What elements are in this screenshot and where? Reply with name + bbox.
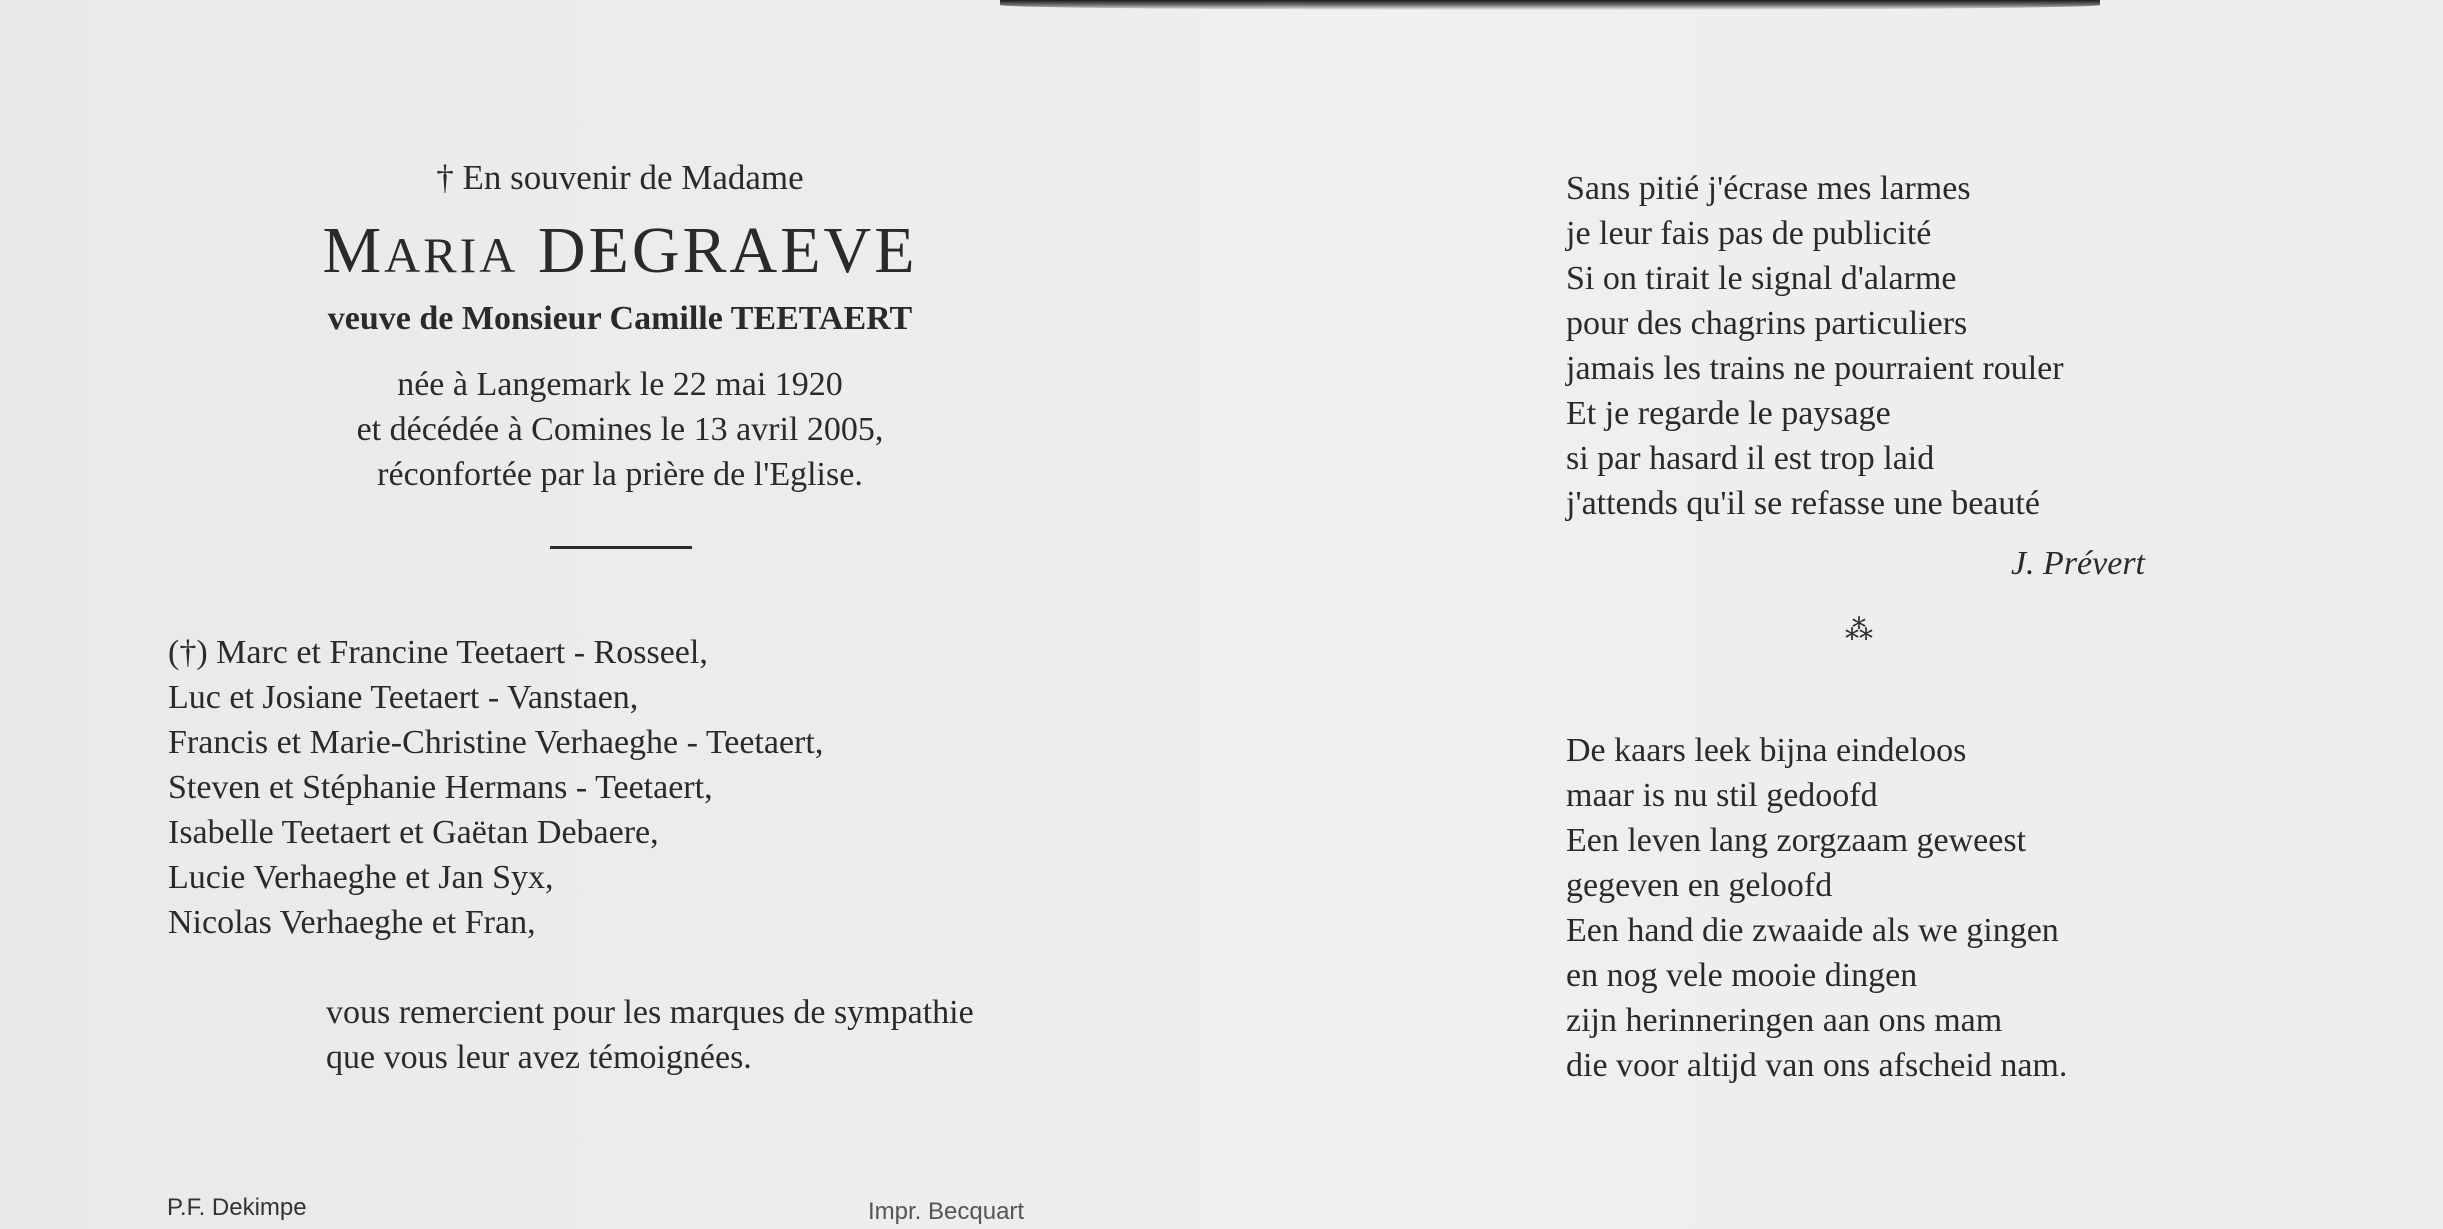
poem-author: J. Prévert (2010, 545, 2145, 582)
poem-line: si par hasard il est trop laid (1566, 440, 1935, 477)
family-item: Francis et Marie-Christine Verhaeghe - Teetaert, (168, 724, 824, 761)
name-first-rest: ARIA (384, 227, 519, 283)
family-item: Nicolas Verhaeghe et Fran, (168, 904, 536, 941)
printer-credit: Impr. Becquart (868, 1198, 1025, 1225)
death-line: et décédée à Comines le 13 avril 2005, (356, 411, 884, 448)
poem-line: j'attends qu'il se refasse une beauté (1566, 485, 2040, 522)
divider (550, 546, 692, 549)
family-item: (†) Marc et Francine Teetaert - Rosseel, (168, 634, 708, 671)
poem-line: Et je regarde le paysage (1566, 395, 1891, 432)
birth-line: née à Langemark le 22 mai 1920 (397, 366, 843, 403)
name-last: DEGRAEVE (537, 214, 918, 287)
poem-line: Sans pitié j'écrase mes larmes (1566, 170, 1971, 207)
poem-line: en nog vele mooie dingen (1566, 957, 1918, 994)
family-item: Steven et Stéphanie Hermans - Teetaert, (168, 769, 713, 806)
poem-line: De kaars leek bijna eindeloos (1566, 732, 1967, 769)
family-item: Isabelle Teetaert et Gaëtan Debaere, (168, 814, 659, 851)
poem-line: maar is nu stil gedoofd (1566, 777, 1878, 814)
poem-line: Een leven lang zorgzaam geweest (1566, 822, 2027, 859)
thanks-line: que vous leur avez témoignées. (326, 1039, 752, 1076)
family-item: Lucie Verhaeghe et Jan Syx, (168, 859, 554, 896)
dates-block (240, 362, 1000, 497)
souvenir-line: † En souvenir de Madame (436, 158, 804, 197)
poem-line: die voor altijd van ons afscheid nam. (1566, 1047, 2068, 1084)
poem-line: Een hand die zwaaide als we gingen (1566, 912, 2059, 949)
poem-line: Si on tirait le signal d'alarme (1566, 260, 1957, 297)
poem-line: pour des chagrins particuliers (1566, 305, 1968, 342)
spouse-line: veuve de Monsieur Camille TEETAERT (327, 300, 913, 337)
poem-line: zijn herinneringen aan ons mam (1566, 1002, 2003, 1039)
poem-dutch (1566, 728, 2067, 1088)
funeral-director-credit: P.F. Dekimpe (167, 1194, 307, 1221)
poem-french (1566, 166, 2064, 526)
prayer-line: réconfortée par la prière de l'Eglise. (377, 456, 863, 493)
family-list (168, 630, 823, 945)
deceased-name (240, 213, 1000, 289)
fold-shadow (1000, 0, 2100, 10)
thanks-line: vous remercient pour les marques de sympathie (326, 994, 974, 1031)
poem-line: gegeven en geloofd (1566, 867, 1833, 904)
poem-line: jamais les trains ne pourraient rouler (1566, 350, 2064, 387)
family-item: Luc et Josiane Teetaert - Vanstaen, (168, 679, 639, 716)
asterism-ornament: ⁂ (1845, 615, 1873, 646)
thanks-block (326, 990, 974, 1080)
poem-line: je leur fais pas de publicité (1566, 215, 1932, 252)
name-first-initial: M (322, 214, 385, 287)
